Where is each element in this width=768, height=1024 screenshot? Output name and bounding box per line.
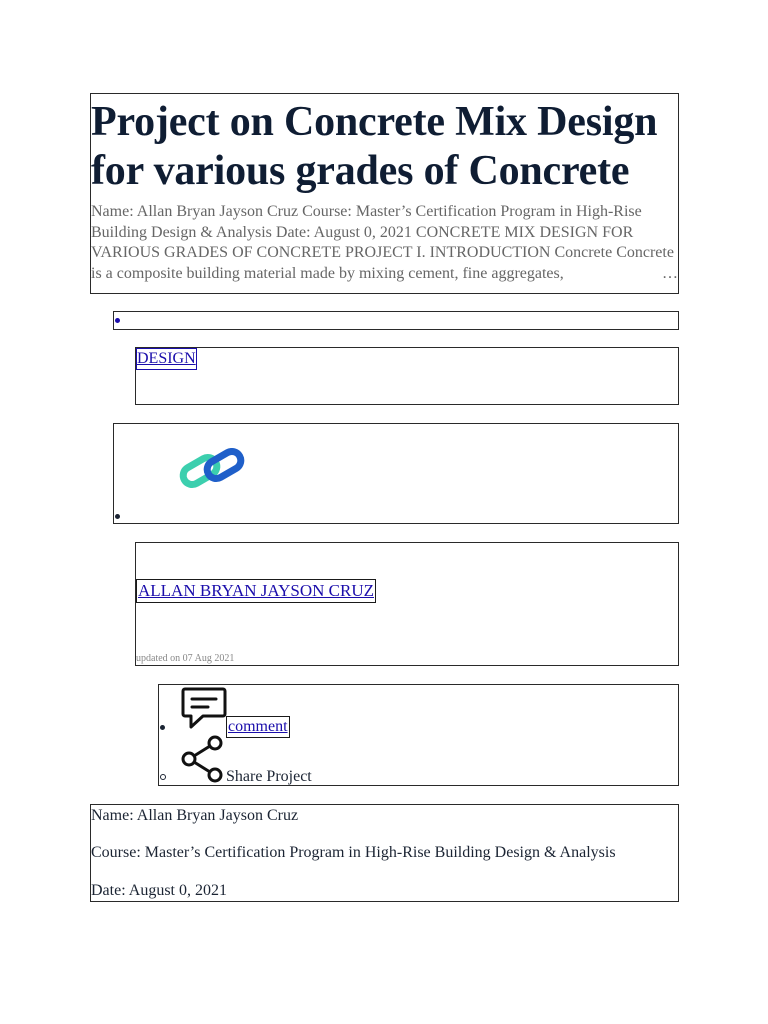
empty-list-item: [113, 311, 679, 330]
comment-icon[interactable]: [181, 686, 227, 730]
excerpt-text: Name: Allan Bryan Jayson Cruz Course: Master’s Certification Program in High-Rise Building Design & Analysis Date: August 0, 2021 CONCRETE MIX DESIGN FOR VARIOUS GRADES OF CONCRETE PROJECT I. INTRODUCTION Concrete Concrete is a composite building material made by mixing cement, fine aggregates,: [91, 203, 674, 282]
author-name-link[interactable]: ALLAN BRYAN JAYSON CRUZ: [136, 579, 376, 603]
category-container: [135, 347, 679, 405]
link-item: [113, 423, 679, 524]
category-link-design[interactable]: DESIGN: [136, 348, 197, 370]
info-date: Date: August 0, 2021: [91, 882, 227, 899]
project-info: [90, 804, 679, 902]
page-title: Project on Concrete Mix Design for various grades of Concrete: [91, 99, 658, 194]
excerpt-ellipsis: …: [660, 264, 678, 285]
comment-link[interactable]: comment: [226, 716, 290, 738]
bullet-marker: [115, 318, 120, 323]
author-container: [135, 542, 679, 666]
bullet-marker-hollow: [160, 774, 166, 780]
updated-date: updated on 07 Aug 2021: [136, 653, 235, 664]
project-actions: [158, 684, 679, 786]
share-icon[interactable]: [181, 735, 225, 783]
chain-link-icon[interactable]: [178, 448, 250, 496]
info-name: Name: Allan Bryan Jayson Cruz: [91, 807, 299, 824]
bullet-marker: [115, 514, 120, 519]
project-header: [90, 93, 679, 294]
info-course: Course: Master’s Certification Program in High-Rise Building Design & Analysis: [91, 844, 616, 861]
share-project-label[interactable]: Share Project: [226, 768, 312, 785]
bullet-marker: [160, 725, 165, 730]
project-excerpt: [91, 202, 678, 284]
